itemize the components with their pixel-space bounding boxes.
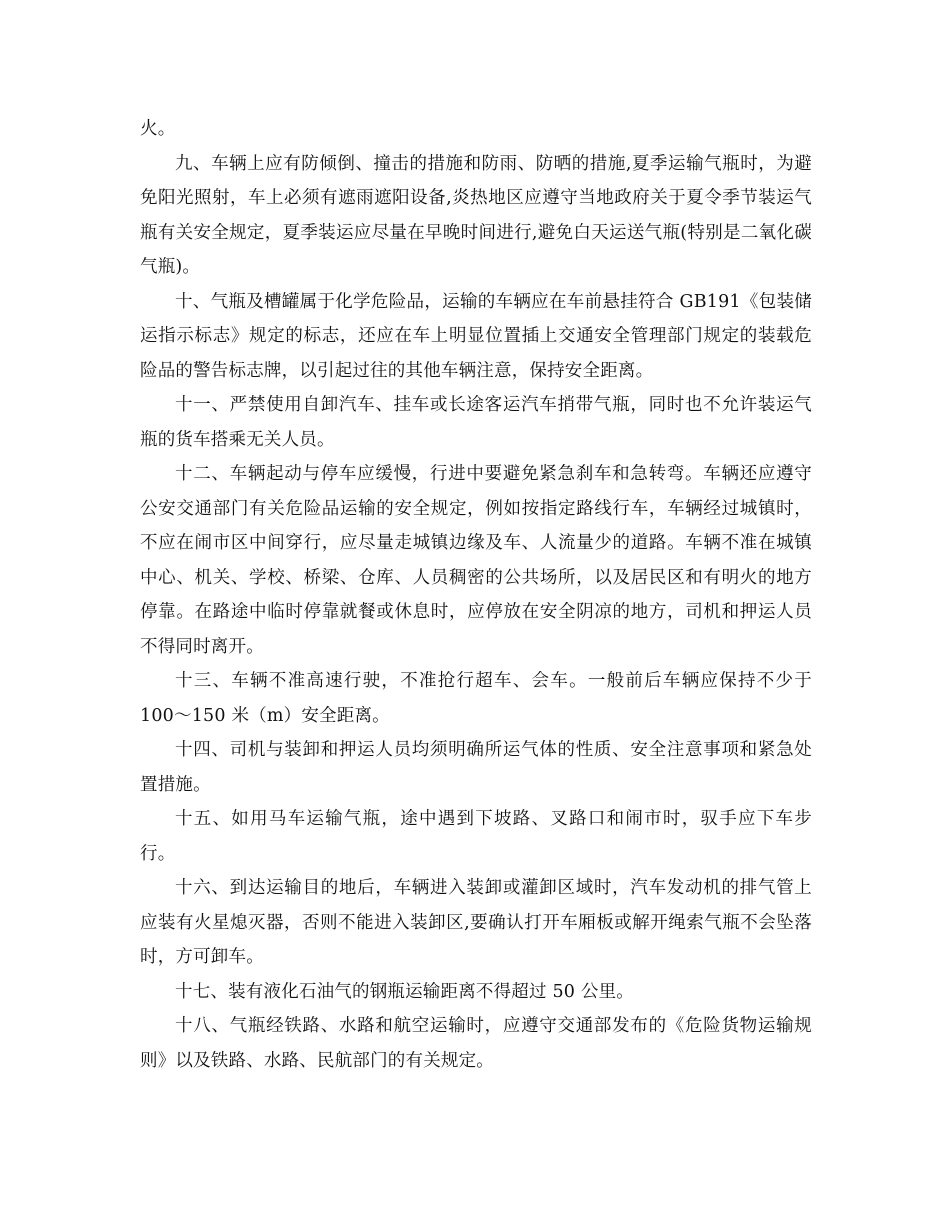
paragraph-item-10: 十、气瓶及槽罐属于化学危险品，运输的车辆应在车前悬挂符合 GB191《包装储运指示标志》规定的标志，还应在车上明显位置插上交通安全管理部门规定的装载危险品的警告标志牌，以引起过往的其他车辆注意，保持安全距离。 <box>140 291 812 381</box>
paragraph-item-14: 十四、司机与装卸和押运人员均须明确所运气体的性质、安全注意事项和紧急处置措施。 <box>140 740 812 795</box>
paragraph-item-18: 十八、气瓶经铁路、水路和航空运输时，应遵守交通部发布的《危险货物运输规则》以及铁路、水路、民航部门的有关规定。 <box>140 1016 812 1071</box>
paragraph-item-17: 十七、装有液化石油气的钢瓶运输距离不得超过 50 公里。 <box>175 981 634 1002</box>
paragraph-item-9: 九、车辆上应有防倾倒、撞击的措施和防雨、防晒的措施,夏季运输气瓶时，为避免阳光照射，车上必须有遮雨遮阳设备,炎热地区应遵守当地政府关于夏令季节装运气瓶有关安全规定，夏季装运应尽量在早晚时间进行,避免白天运送气瓶(特别是二氧化碳气瓶)。 <box>140 153 812 277</box>
paragraph-item-12: 十二、车辆起动与停车应缓慢，行进中要避免紧急刹车和急转弯。车辆还应遵守公安交通部门有关危险品运输的安全规定，例如按指定路线行车，车辆经过城镇时，不应在闹市区中间穿行，应尽量走城镇边缘及车、人流量少的道路。车辆不准在城镇中心、机关、学校、桥梁、仓库、人员稠密的公共场所，以及居民区和有明火的地方停靠。在路途中临时停靠就餐或休息时，应停放在安全阴凉的地方，司机和押运人员不得同时离开。 <box>140 464 812 657</box>
document-body <box>140 112 812 1078</box>
paragraph-item-13: 十三、车辆不准高速行驶，不准抢行超车、会车。一般前后车辆应保持不少于 100～150 米（m）安全距离。 <box>140 671 812 726</box>
paragraph-continuation: 火。 <box>140 119 176 139</box>
paragraph-item-11: 十一、严禁使用自卸汽车、挂车或长途客运汽车捎带气瓶，同时也不允许装运气瓶的货车搭乘无关人员。 <box>140 395 812 450</box>
paragraph-item-15: 十五、如用马车运输气瓶，途中遇到下坡路、叉路口和闹市时，驭手应下车步行。 <box>140 809 812 864</box>
paragraph-item-16: 十六、到达运输目的地后，车辆进入装卸或灌卸区域时，汽车发动机的排气管上应装有火星熄灭器，否则不能进入装卸区,要确认打开车厢板或解开绳索气瓶不会坠落时，方可卸车。 <box>140 878 812 967</box>
